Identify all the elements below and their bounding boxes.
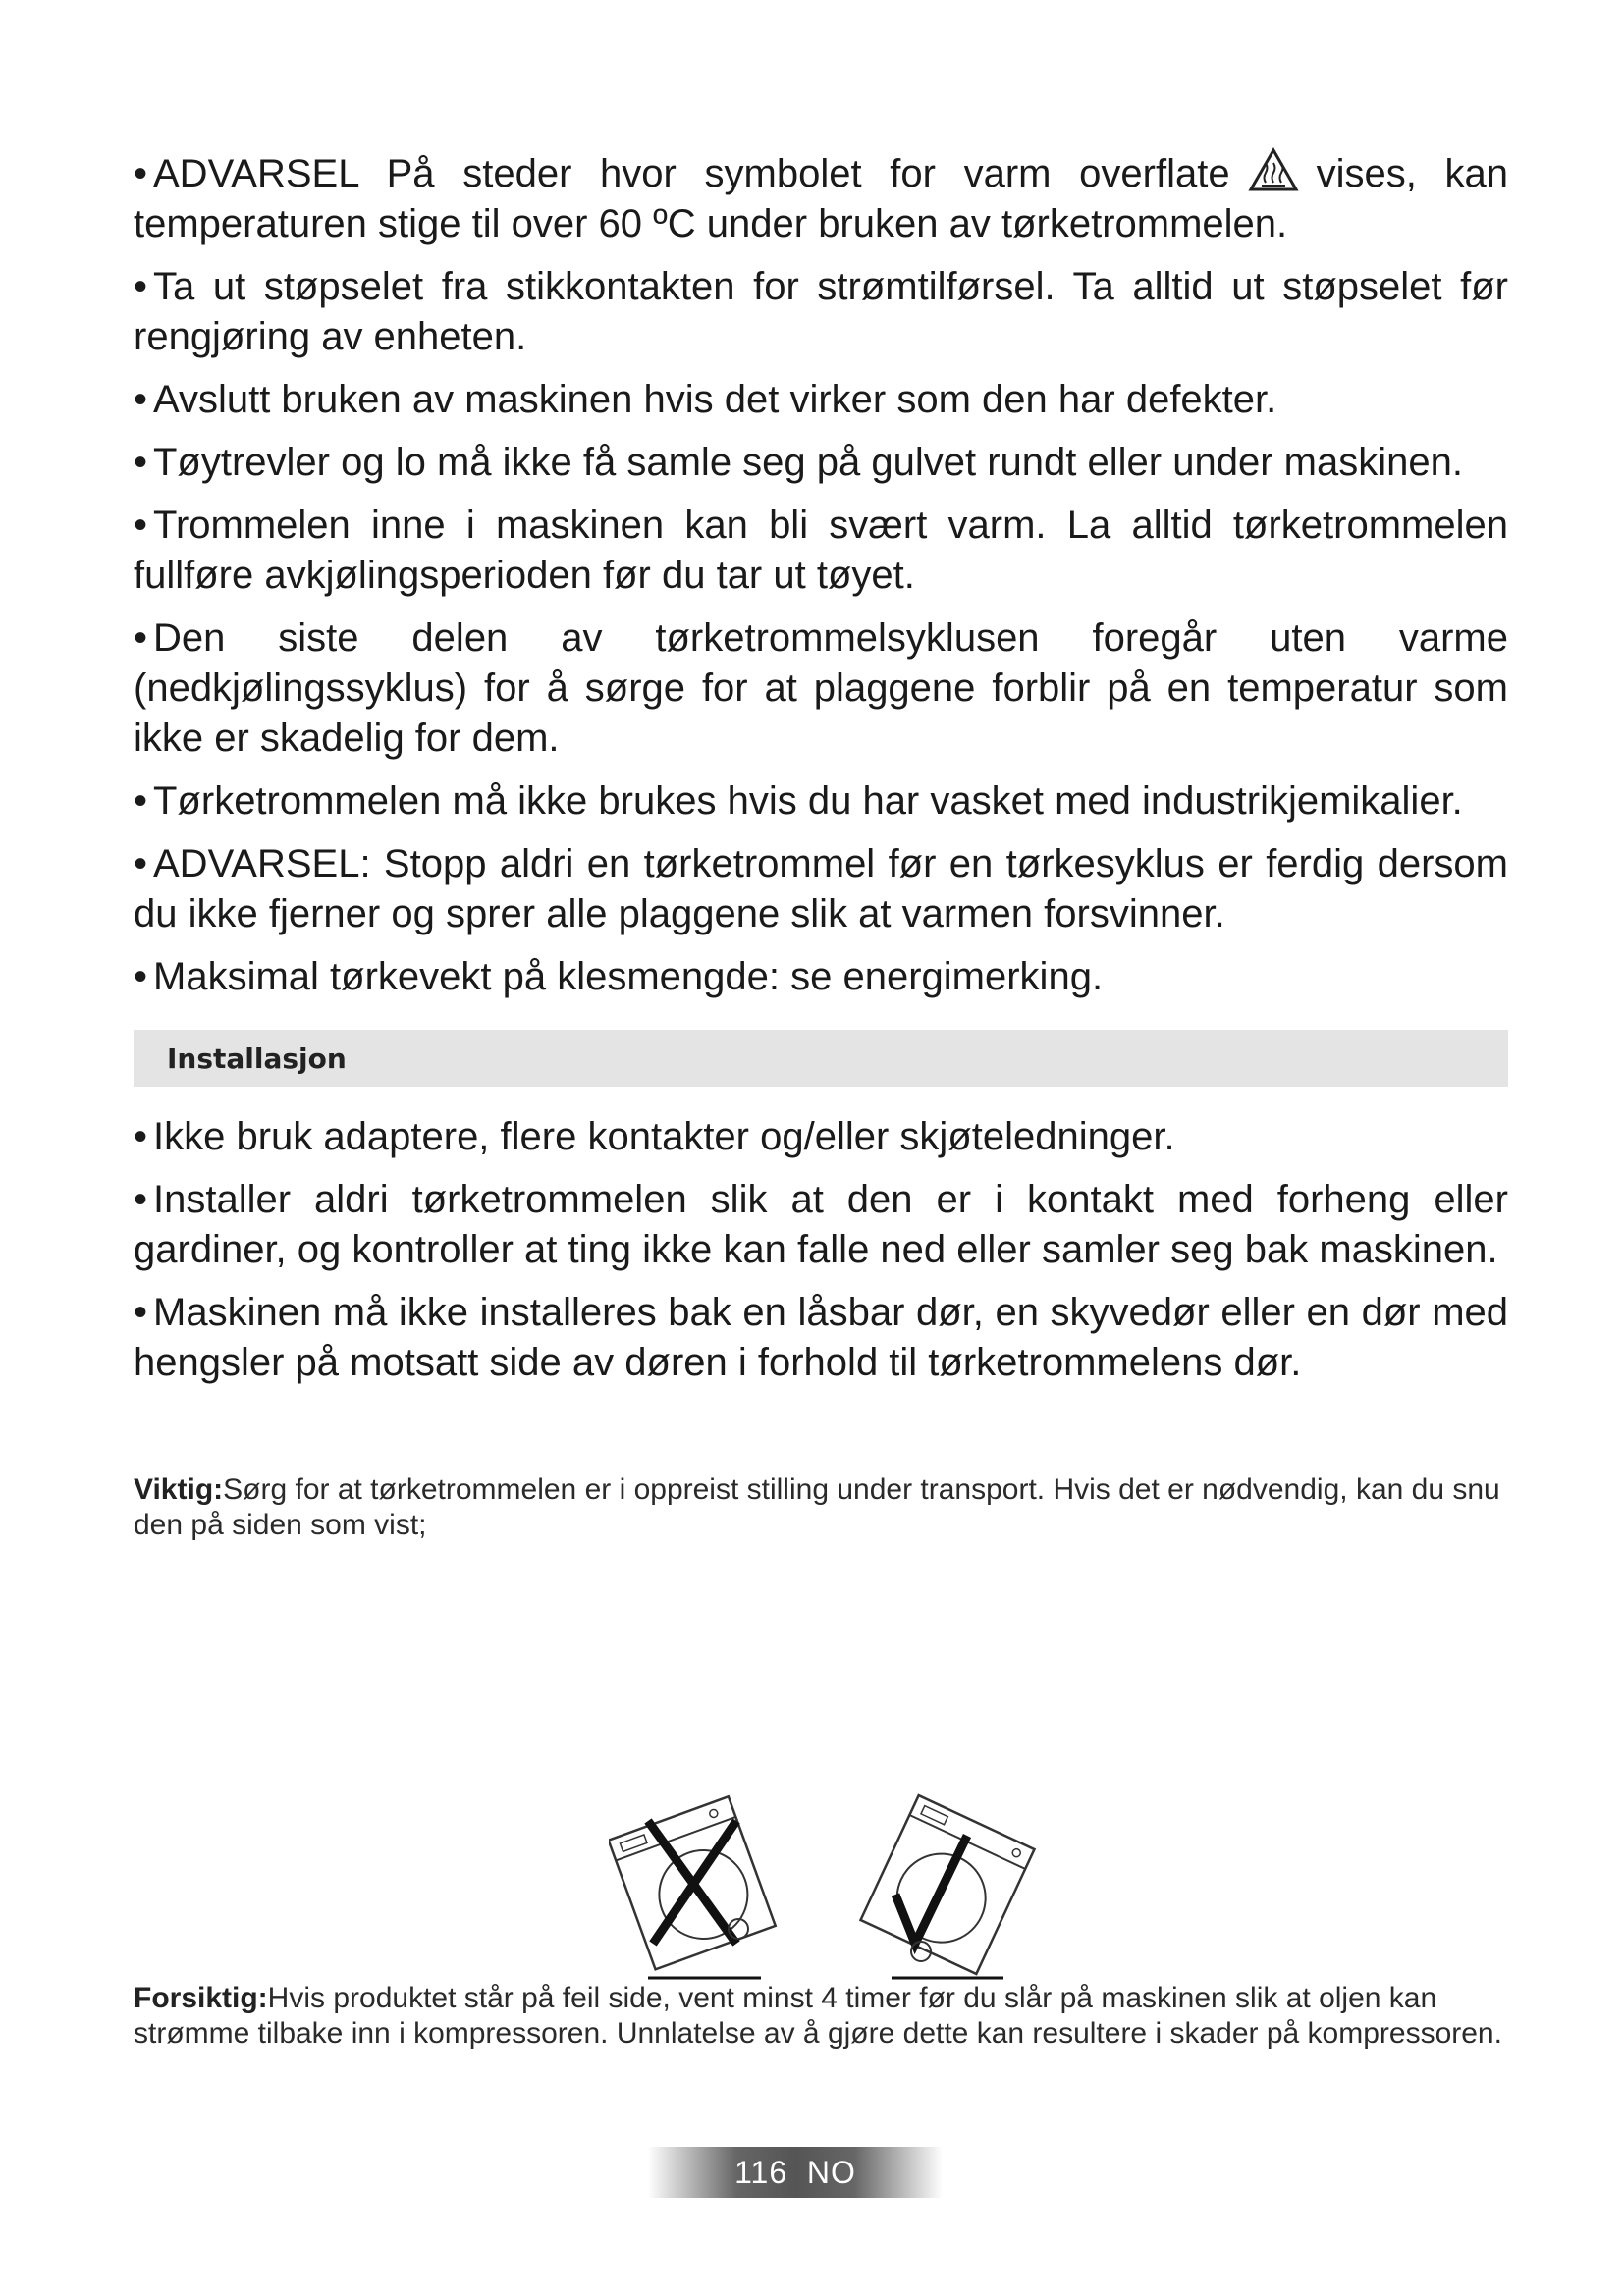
bullet-text: Maskinen må ikke installeres bak en låsbar dør, en skyvedør eller en dør med hengsler på motsatt side av døren i forhold til tørketrommelens dør. — [134, 1291, 1508, 1384]
hot-surface-warning-icon — [1248, 147, 1299, 192]
correct-orientation-icon — [861, 1795, 1035, 1978]
bullet-text: Tøytrevler og lo må ikke få samle seg på gulvet rundt eller under maskinen. — [153, 441, 1463, 484]
note-text: Sørg for at tørketrommelen er i oppreist stilling under transport. Hvis det er nødvendig, kan du snu den på siden som vist; — [134, 1473, 1500, 1541]
note-viktig — [134, 1472, 1508, 1543]
bullet: • ADVARSEL: Stopp aldri en tørketrommel før en tørkesyklus er ferdig dersom du ikke fjerner og sprer alle plaggene slik at varmen forsvinner. — [134, 842, 1508, 935]
bullet-text: vises, kan temperaturen stige til over 60 ºC under bruken av tørketrommelen. — [134, 152, 1508, 245]
note-text: Hvis produktet står på feil side, vent minst 4 timer før du slår på maskinen slik at oljen kan strømme tilbake inn i kompressoren. Unnlatelse av å gjøre dette kan resultere i skader på kompressoren. — [134, 1982, 1502, 2050]
orientation-figures — [609, 1777, 1051, 1983]
section-title: Installasjon — [167, 1041, 347, 1075]
bullet-text: ADVARSEL: Stopp aldri en tørketrommel før en tørkesyklus er ferdig dersom du ikke fjerner og sprer alle plaggene slik at varmen forsvinner. — [134, 842, 1508, 935]
bullet-text: Installer aldri tørketrommelen slik at den er i kontakt med forheng eller gardiner, og kontroller at ting ikke kan falle ned eller samler seg bak maskinen. — [134, 1178, 1508, 1271]
bullet: • Ta ut støpselet fra stikkontakten for strømtilførsel. Ta alltid ut støpselet før rengjøring av enheten. — [134, 265, 1508, 358]
bullet-text: Ta ut støpselet fra stikkontakten for strømtilførsel. Ta alltid ut støpselet før rengjøring av enheten. — [134, 265, 1508, 358]
bullet-hot-surface: • ADVARSEL På steder hvor symbolet for varm overflate vises, kan temperaturen stige til over 60 ºC under bruken av tørketrommelen. — [134, 147, 1508, 249]
note-forsiktig — [134, 1981, 1508, 2052]
bullet: • Installer aldri tørketrommelen slik at den er i kontakt med forheng eller gardiner, og kontroller at ting ikke kan falle ned eller samler seg bak maskinen. — [134, 1178, 1508, 1271]
bullet: • Avslutt bruken av maskinen hvis det virker som den har defekter. — [134, 378, 1277, 421]
bullet-text: Maksimal tørkevekt på klesmengde: se energimerking. — [153, 955, 1104, 998]
document-page — [134, 147, 1508, 1543]
note-label: Forsiktig: — [134, 1982, 268, 2014]
bullet: • Den siste delen av tørketrommelsyklusen foregår uten varme (nedkjølingssyklus) for å sørge for at plaggene forblir på en temperatur som ikke er skadelig for dem. — [134, 616, 1508, 760]
bullet: • Trommelen inne i maskinen kan bli svært varm. La alltid tørketrommelen fullføre avkjølingsperioden før du tar ut tøyet. — [134, 504, 1508, 597]
bullet-text: Ikke bruk adaptere, flere kontakter og/eller skjøteledninger. — [153, 1115, 1175, 1158]
note-label: Viktig: — [134, 1473, 224, 1506]
wrong-orientation-icon — [609, 1796, 776, 1978]
bullet-text: Tørketrommelen må ikke brukes hvis du har vasket med industrikjemikalier. — [153, 779, 1463, 823]
bullet: • Maksimal tørkevekt på klesmengde: se energimerking. — [134, 955, 1104, 998]
bullet: • Ikke bruk adaptere, flere kontakter og/eller skjøteledninger. — [134, 1115, 1175, 1158]
bullet-text: Trommelen inne i maskinen kan bli svært varm. La alltid tørketrommelen fullføre avkjølingsperioden før du tar ut tøyet. — [134, 504, 1508, 597]
bullet: • Tørketrommelen må ikke brukes hvis du har vasket med industrikjemikalier. — [134, 779, 1463, 823]
page-number-tab — [648, 2147, 943, 2198]
bullet-text: ADVARSEL På steder hvor symbolet for varm overflate — [153, 152, 1230, 195]
section-header-installasjon — [134, 1030, 1508, 1087]
bullet-text: Avslutt bruken av maskinen hvis det virker som den har defekter. — [153, 378, 1277, 421]
bullet: • Tøytrevler og lo må ikke få samle seg på gulvet rundt eller under maskinen. — [134, 441, 1463, 484]
bullet: • Maskinen må ikke installeres bak en låsbar dør, en skyvedør eller en dør med hengsler på motsatt side av døren i forhold til tørketrommelens dør. — [134, 1291, 1508, 1384]
bullet-text: Den siste delen av tørketrommelsyklusen foregår uten varme (nedkjølingssyklus) for å sørge for at plaggene forblir på en temperatur som ikke er skadelig for dem. — [134, 616, 1508, 760]
page-number: 116 NO — [734, 2154, 856, 2190]
